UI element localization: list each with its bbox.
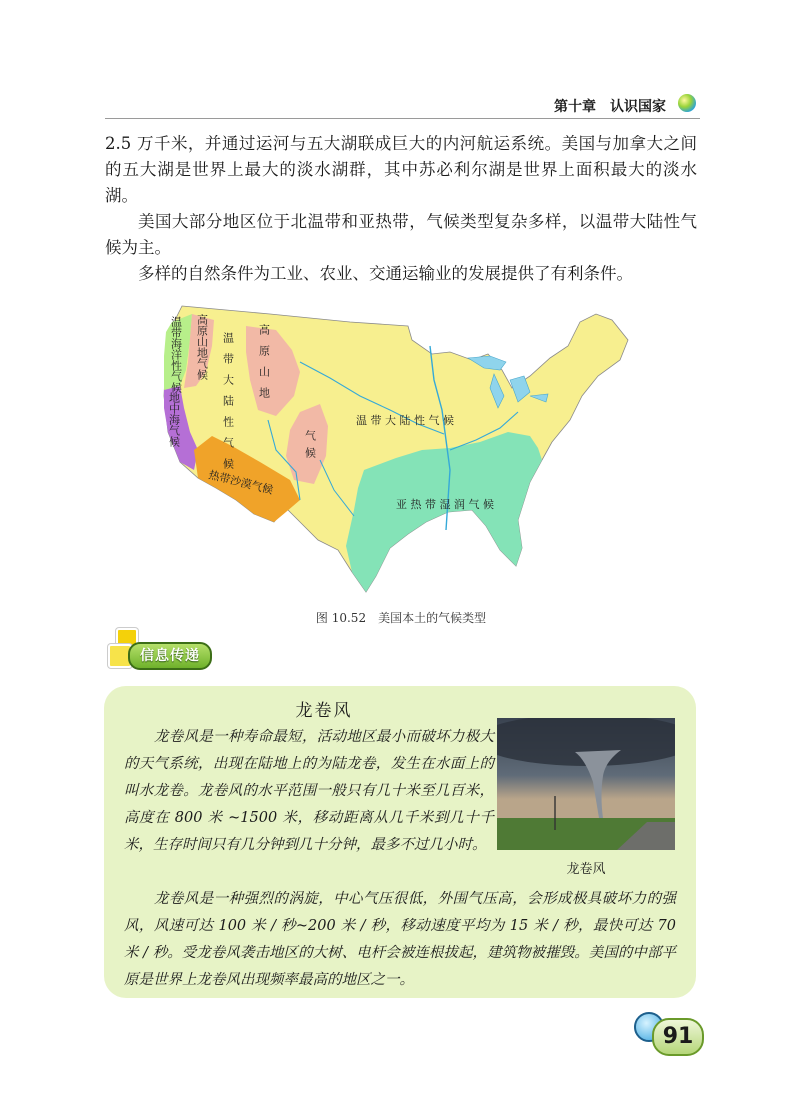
page-number-badge — [628, 1000, 708, 1060]
paragraph-conditions: 多样的自然条件为工业、农业、交通运输业的发展提供了有利条件。 — [138, 264, 633, 283]
page-header — [105, 90, 700, 119]
label-highland-central-2: 气候 — [303, 430, 317, 464]
label-mediterranean: 地中海气候 — [167, 392, 181, 447]
climate-map — [150, 300, 640, 600]
info-badge-label: 信息传递 — [128, 642, 212, 670]
box-title: 龙卷风 — [295, 701, 353, 721]
paragraph-climate: 美国大部分地区位于北温带和亚热带，气候类型复杂多样，以温带大陆性气候为主。 — [105, 212, 697, 257]
page-number: 91 — [652, 1018, 704, 1056]
figure-caption: 图 10.52 美国本土的气候类型 — [315, 611, 487, 625]
label-temperate-continental: 温 带 大 陆 性 气 候 — [356, 414, 454, 427]
label-desert: 热带沙漠气候 — [207, 468, 275, 497]
tornado-photo — [497, 718, 675, 850]
globe-icon — [678, 94, 696, 112]
box-paragraph-2: 龙卷风是一种强烈的涡旋，中心气压很低，外围气压高，会形成极具破坏力的强风，风速可达 100 米 / 秒~200 米 / 秒，移动速度平均为 15 米 / 秒，最快可达 70 米 / 秒。受龙卷风袭击地区的大树、电杆会被连根拔起，建筑物被摧毁。美国的中部平原是世界上龙卷风出现频率最高的地区之一。 — [124, 891, 676, 988]
label-highland-central: 高原山地 — [257, 324, 271, 408]
label-highland-west: 高原山地气候 — [195, 314, 209, 380]
info-badge — [108, 628, 238, 670]
label-temperate-west: 温带大陆性气候 — [221, 332, 235, 479]
box-paragraph-1: 龙卷风是一种寿命最短，活动地区最小而破坏力极大的天气系统，出现在陆地上的为陆龙卷，发生在水面上的叫水龙卷。龙卷风的水平范围一般只有几十米至几百米，高度在 800 米 ~1500 米，移动距离从几千米到几十千米，生存时间只有几分钟到几十分钟，最多不过几小时。 — [124, 729, 494, 853]
paragraph-lakes: 2.5 万千米，并通过运河与五大湖联成巨大的内河航运系统。美国与加拿大之间的五大湖是世界上最大的淡水湖群，其中苏必利尔湖是世界上面积最大的淡水湖。 — [105, 134, 697, 205]
info-box-tornado — [104, 686, 696, 998]
label-marine: 温带海洋性气候 — [169, 316, 183, 393]
chapter-title: 第十章 认识国家 — [554, 99, 666, 115]
label-subtropical: 亚 热 带 湿 润 气 候 — [396, 498, 494, 511]
photo-caption: 龙卷风 — [566, 862, 606, 877]
